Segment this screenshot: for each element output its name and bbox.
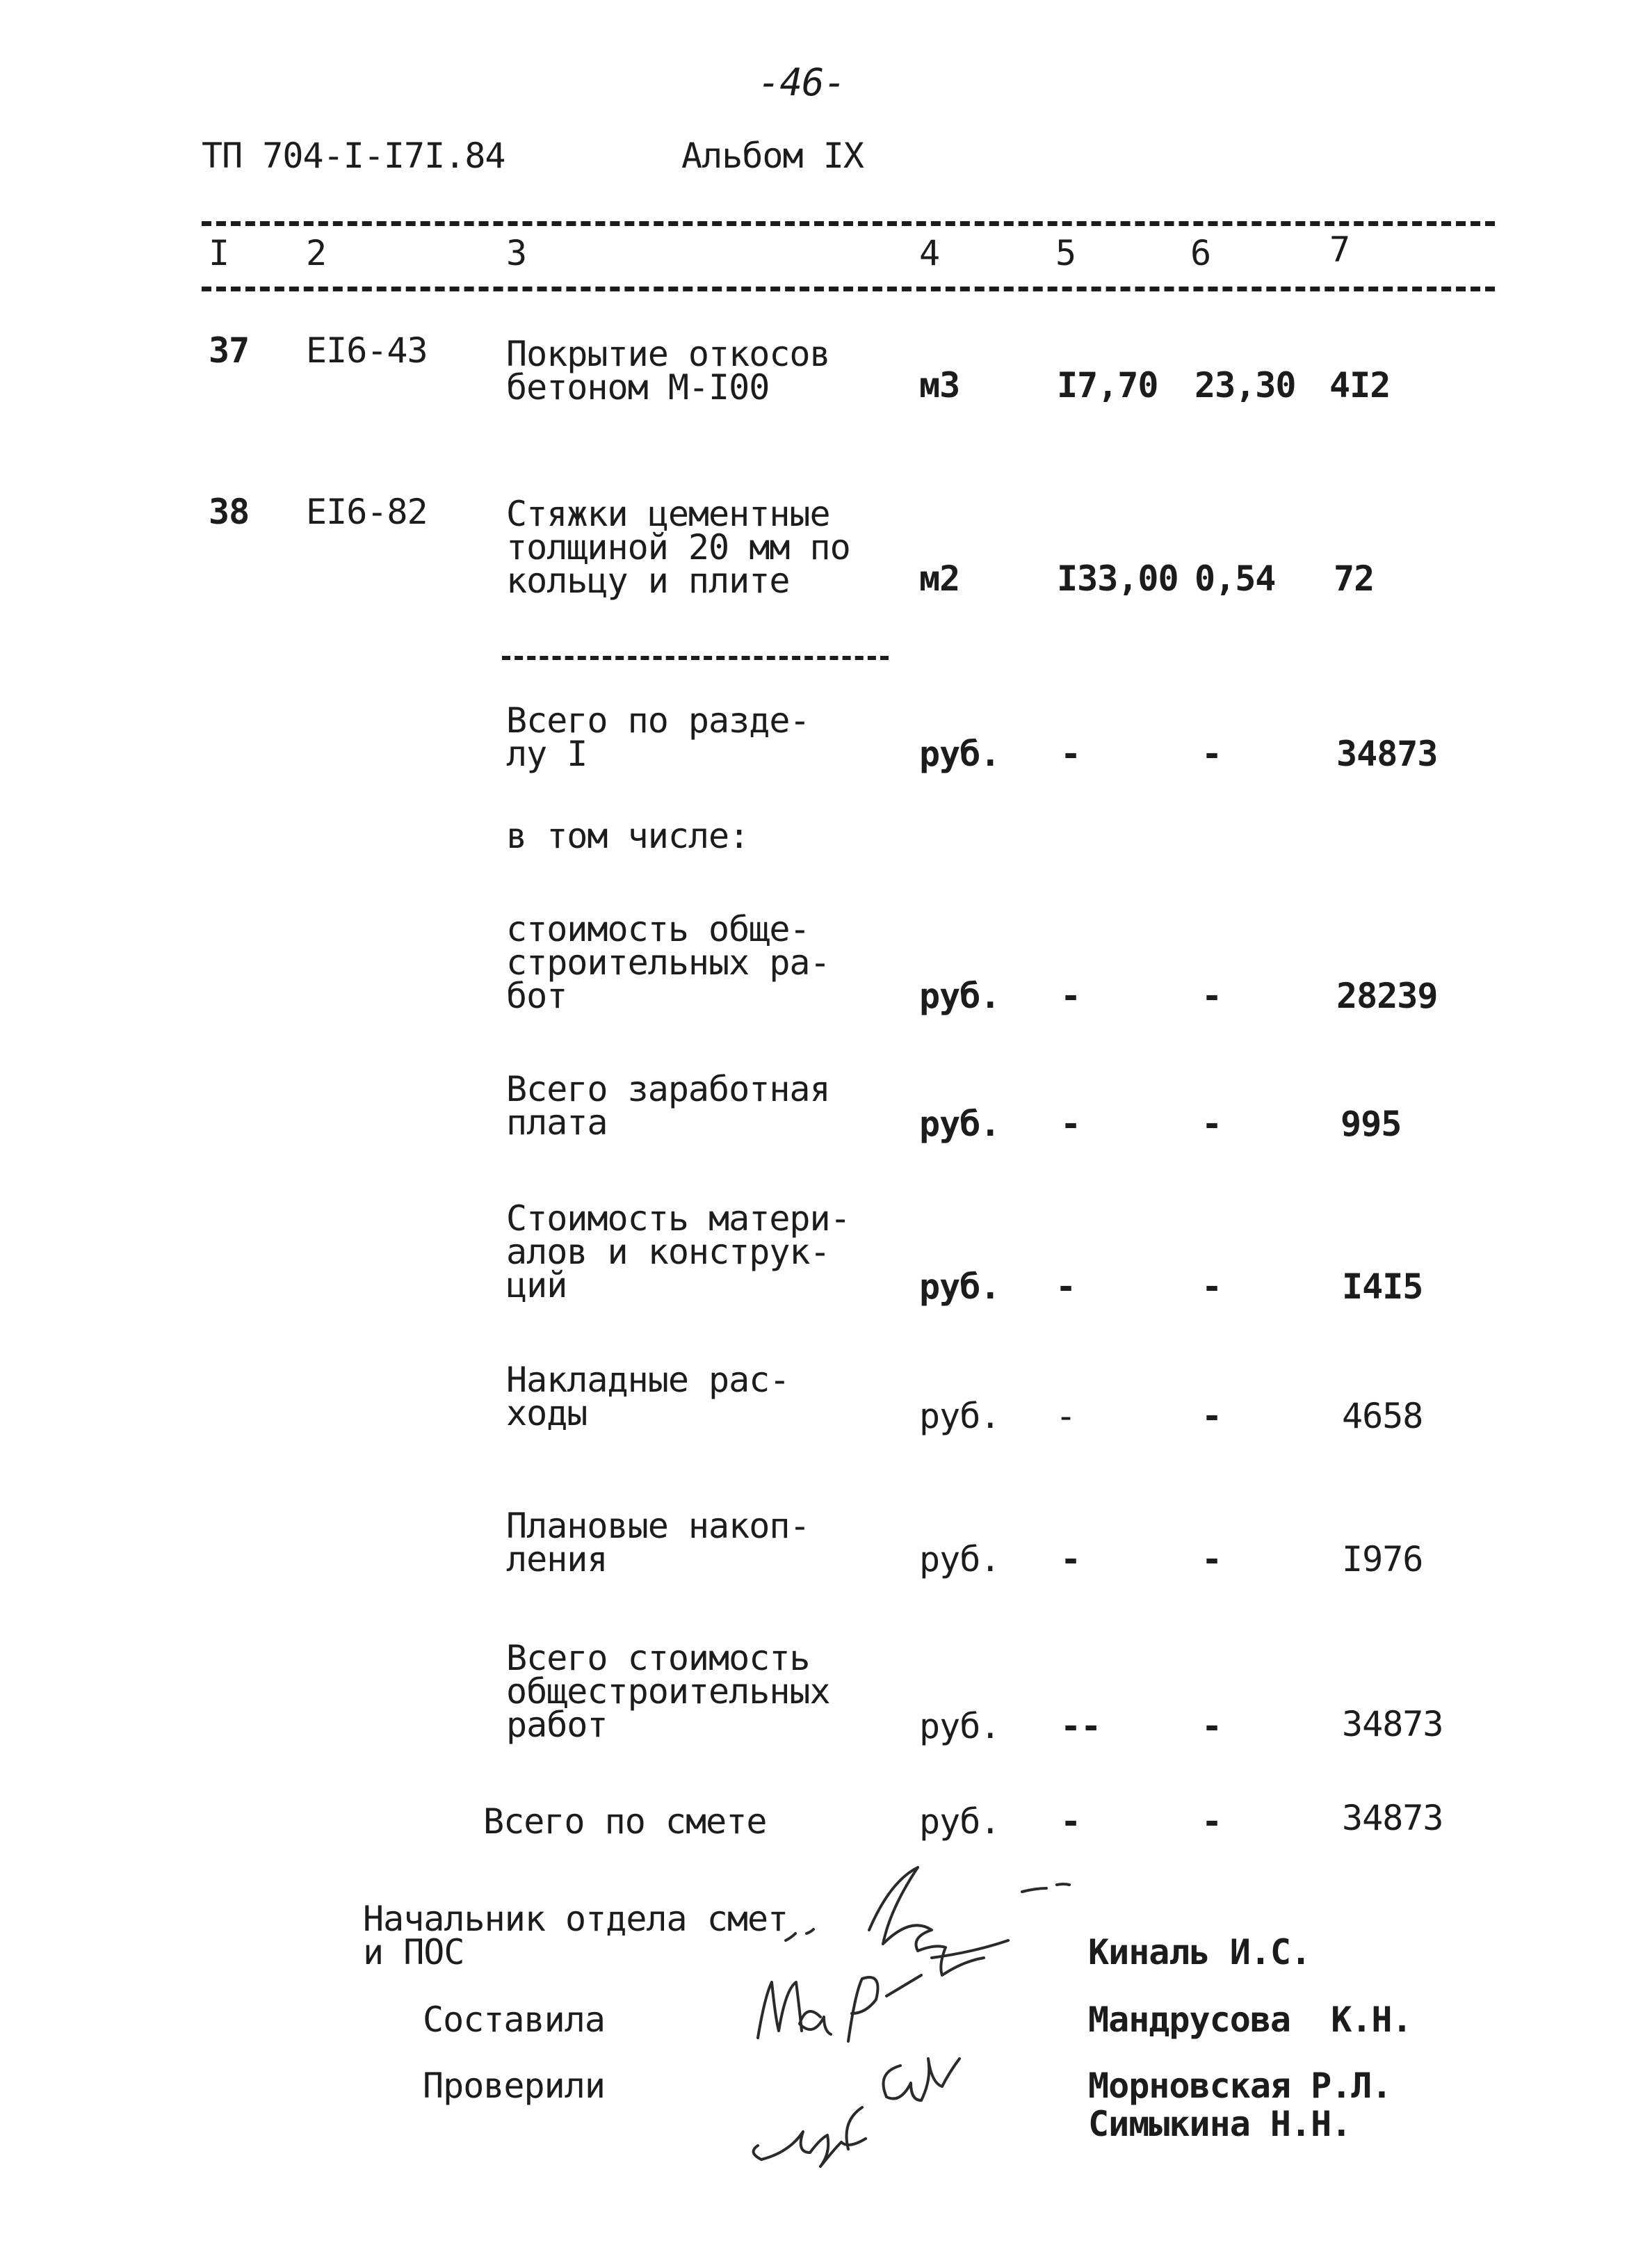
summary-total: I976 [1342, 1539, 1423, 1579]
summary-price: - [1201, 1104, 1222, 1144]
summary-price: - [1201, 1706, 1222, 1746]
summary-total: 4658 [1342, 1396, 1423, 1436]
summary-price: - [1201, 1801, 1222, 1842]
row-unit: м2 [919, 558, 960, 599]
column-header: 2 [306, 233, 327, 273]
summary-name: Стоимость матери- алов и конструк- ций [506, 1198, 850, 1305]
row-price: 0,54 [1195, 558, 1276, 599]
including-label: в том числе: [506, 816, 750, 856]
handwritten-signature-checked [730, 2038, 980, 2177]
summary-unit: руб. [919, 1706, 1001, 1746]
checked-name-2: Симыкина Н.Н. [1088, 2104, 1352, 2144]
row-total: 72 [1334, 558, 1375, 599]
column-header: 4 [919, 233, 940, 273]
summary-name: Всего заработная плата [506, 1069, 830, 1143]
column-header: 5 [1055, 233, 1076, 273]
summary-quantity: - [1055, 1396, 1076, 1436]
summary-unit: руб. [919, 1266, 1001, 1307]
summary-price: - [1201, 1539, 1222, 1579]
summary-unit: руб. [919, 1539, 1001, 1579]
doc-code: ТП 704-I-I7I.84 [202, 136, 505, 176]
summary-total: 995 [1341, 1104, 1402, 1144]
row-code: EI6-43 [306, 330, 428, 371]
summary-total: 34873 [1342, 1798, 1443, 1838]
summary-price: - [1201, 1396, 1222, 1436]
row-name: Покрытие откосов бетоном М-I00 [506, 334, 830, 408]
summary-name: Всего по разде- лу I [506, 700, 810, 774]
summary-total: 28239 [1336, 976, 1438, 1016]
row-quantity: I7,70 [1057, 365, 1158, 405]
summary-quantity: - [1060, 1104, 1081, 1144]
row-price: 23,30 [1195, 365, 1296, 405]
summary-quantity: - [1060, 734, 1081, 774]
table-header-rule [202, 287, 1495, 291]
album-label: Альбом IX [681, 136, 864, 176]
checked-name-1: Морновская Р.Л. [1088, 2066, 1392, 2106]
summary-unit: руб. [919, 976, 1001, 1016]
column-header: 7 [1329, 230, 1350, 270]
summary-quantity: -- [1060, 1706, 1101, 1746]
checked-label: Проверили [423, 2066, 605, 2106]
column-header: 3 [506, 233, 527, 273]
summary-unit: руб. [919, 1396, 1001, 1436]
summary-quantity: - [1060, 1801, 1081, 1842]
row-quantity: I33,00 [1057, 558, 1179, 599]
summary-unit: руб. [919, 734, 1001, 774]
summary-quantity: - [1060, 976, 1081, 1016]
summary-total: I4I5 [1342, 1266, 1423, 1307]
row-number: 38 [209, 492, 250, 532]
summary-total: 34873 [1336, 734, 1438, 774]
summary-price: - [1201, 734, 1222, 774]
column-header: 6 [1190, 233, 1211, 273]
page-number: -46- [758, 61, 846, 104]
table-top-rule [202, 221, 1495, 226]
summary-name: Всего стоимость общестроительных работ [506, 1638, 830, 1745]
summary-unit: руб. [919, 1104, 1001, 1144]
summary-price: - [1201, 976, 1222, 1016]
row-number: 37 [209, 330, 250, 371]
head-name: Киналь И.С. [1088, 1932, 1311, 1972]
row-name: Стяжки цементные толщиной 20 мм по кольцу и плите [506, 494, 850, 601]
head-title: Начальник отдела смет и ПОС [363, 1899, 788, 1972]
row-unit: м3 [919, 365, 960, 405]
summary-name: Всего по смете [483, 1801, 767, 1842]
column-header: I [209, 233, 229, 273]
summary-total: 34873 [1342, 1704, 1443, 1744]
compiled-label: Составила [423, 2000, 605, 2040]
compiled-name: Мандрусова К.Н. [1088, 2000, 1412, 2040]
summary-unit: руб. [919, 1801, 1001, 1842]
summary-price: - [1201, 1266, 1222, 1307]
summary-quantity: - [1060, 1539, 1081, 1579]
summary-name: стоимость обще- строительных ра- бот [506, 909, 830, 1016]
section-divider [502, 656, 889, 660]
summary-quantity: - [1055, 1266, 1076, 1307]
row-code: EI6-82 [306, 492, 428, 532]
row-total: 4I2 [1329, 365, 1391, 405]
summary-name: Накладные рас- ходы [506, 1360, 790, 1433]
summary-name: Плановые накоп- ления [506, 1506, 810, 1579]
